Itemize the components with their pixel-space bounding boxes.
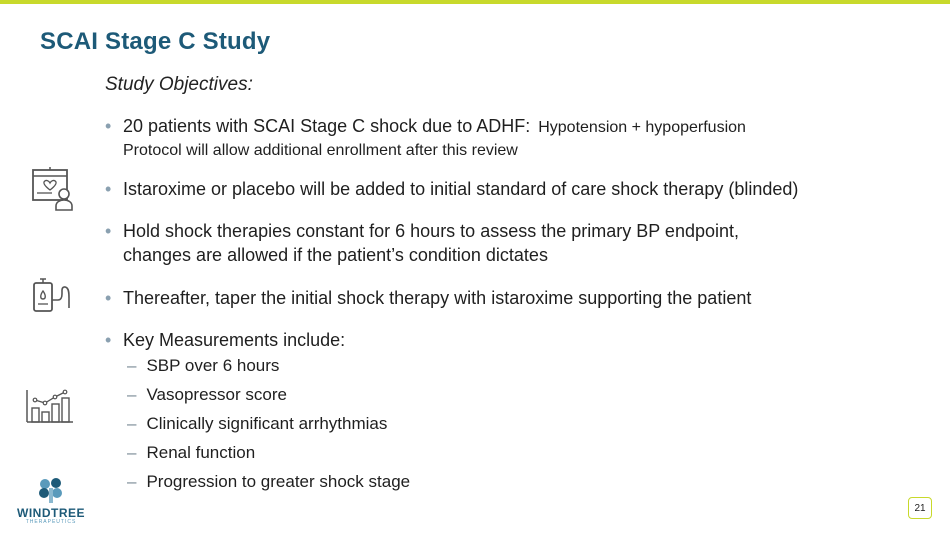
measurement-text: Vasopressor score xyxy=(146,385,287,404)
logo-tagline: THERAPEUTICS xyxy=(25,519,77,525)
presentation-patient-icon xyxy=(28,166,76,212)
bullet-sub-note: Protocol will allow additional enrollment after this review xyxy=(123,142,518,159)
bullet-text: Key Measurements include: xyxy=(123,330,346,350)
bullet-dot-icon: • xyxy=(105,330,112,350)
measurement-text: Progression to greater shock stage xyxy=(146,472,411,491)
measurement-text: Renal function xyxy=(146,443,256,462)
bullet-text: Istaroxime or placebo will be added to initial standard of care shock therapy (blinded) xyxy=(123,179,799,199)
bullet-dot-icon: • xyxy=(105,179,112,199)
list-item xyxy=(105,328,345,352)
bullet-text: 20 patients with SCAI Stage C shock due to ADHF: xyxy=(123,116,531,136)
bullet-dot-icon: • xyxy=(105,116,112,136)
top-accent-bar xyxy=(0,0,950,4)
bullet-text: Thereafter, taper the initial shock therapy with istaroxime supporting the patient xyxy=(123,288,752,308)
bullet-inline-note: Hypotension + hypoperfusion xyxy=(538,119,746,136)
list-item xyxy=(105,286,751,310)
iv-bag-icon xyxy=(30,276,74,318)
measurement-item: – Clinically significant arrhythmias xyxy=(127,414,388,433)
study-objectives-heading: Study Objectives: xyxy=(105,74,253,95)
measurement-text: Clinically significant arrhythmias xyxy=(146,414,388,433)
bullet-dot-icon: • xyxy=(105,221,112,241)
measurement-item: – SBP over 6 hours xyxy=(127,356,280,375)
bullet-text-continued: changes are allowed if the patient’s condition dictates xyxy=(123,245,548,265)
measurement-text: SBP over 6 hours xyxy=(146,356,280,375)
list-item xyxy=(105,114,746,162)
measurement-item: – Renal function xyxy=(127,443,256,462)
page-number: 21 xyxy=(908,497,932,519)
list-item xyxy=(105,177,798,201)
list-item xyxy=(105,219,739,267)
windtree-logo xyxy=(14,478,88,526)
chart-trend-icon xyxy=(25,388,75,426)
logo-name: WINDTREE xyxy=(17,506,85,520)
page-title: SCAI Stage C Study xyxy=(40,28,271,55)
measurement-item: – Vasopressor score xyxy=(127,385,287,404)
bullet-text: Hold shock therapies constant for 6 hours to assess the primary BP endpoint, xyxy=(123,221,739,241)
measurement-item: – Progression to greater shock stage xyxy=(127,472,411,491)
bullet-dot-icon: • xyxy=(105,288,112,308)
tree-icon xyxy=(37,478,65,504)
